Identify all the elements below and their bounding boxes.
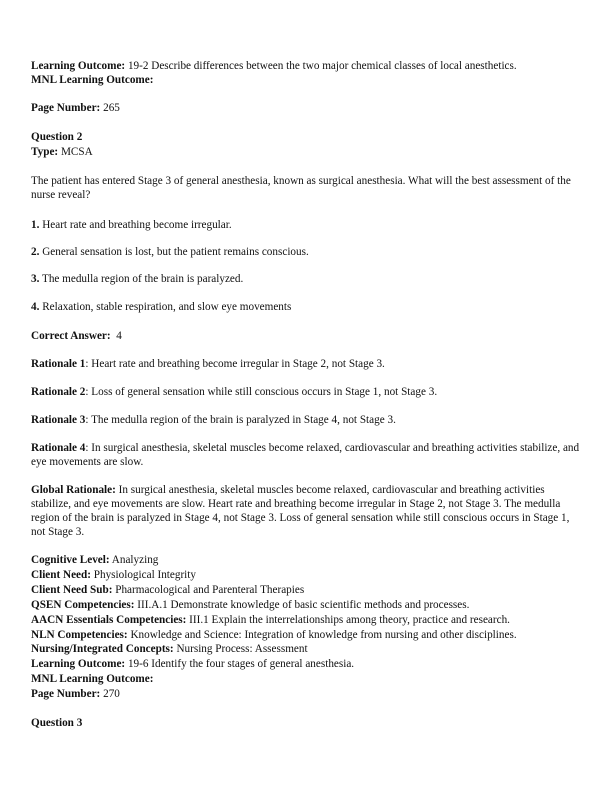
- page-number-line: [31, 101, 120, 115]
- rationale-3: Rationale 3: The medulla region of the brain is paralyzed in Stage 4, not Stage 3.: [31, 414, 396, 426]
- cognitive-level-line: Cognitive Level: Analyzing: [31, 554, 159, 566]
- mnl-learning-outcome-2-line: MNL Learning Outcome:: [31, 673, 154, 685]
- global-rationale: [31, 483, 583, 539]
- correct-answer-label: Correct Answer:: [31, 330, 111, 342]
- rationale-1: Rationale 1: Heart rate and breathing become irregular in Stage 2, not Stage 3.: [31, 358, 385, 370]
- option-2: 2. General sensation is lost, but the patient remains conscious.: [31, 246, 309, 258]
- correct-answer-value: 4: [110, 330, 122, 342]
- option-4: 4. Relaxation, stable respiration, and slow eye movements: [31, 301, 292, 313]
- option-3: 3. The medulla region of the brain is paralyzed.: [31, 273, 244, 285]
- learning-outcome-line: [31, 59, 517, 73]
- qsen-competencies-line: QSEN Competencies: III.A.1 Demonstrate knowledge of basic scientific methods and processes.: [31, 599, 470, 611]
- correct-answer-line: [31, 329, 122, 343]
- global-rationale-label: Global Rationale:: [31, 484, 116, 496]
- question-type-value: MCSA: [58, 146, 93, 158]
- rationale-2: Rationale 2: Loss of general sensation while still conscious occurs in Stage 1, not Stage 3.: [31, 386, 438, 398]
- page-number-2-line: Page Number: 270: [31, 688, 120, 700]
- nursing-concepts-line: Nursing/Integrated Concepts: Nursing Process: Assessment: [31, 643, 308, 655]
- client-need-sub-line: Client Need Sub: Pharmacological and Parenteral Therapies: [31, 584, 305, 596]
- page-number-value: 265: [100, 102, 120, 114]
- question-type-label: Type:: [31, 146, 59, 158]
- mnl-learning-outcome-label: MNL Learning Outcome:: [31, 74, 154, 86]
- page-number-label: Page Number:: [31, 102, 101, 114]
- rationale-4: Rationale 4: In surgical anesthesia, skeletal muscles become relaxed, cardiovascular and breathing activities stabilize, and eye movements are slow.: [31, 442, 580, 468]
- option-1: 1. Heart rate and breathing become irregular.: [31, 219, 232, 231]
- learning-outcome-value: 19-2 Describe differences between the two major chemical classes of local anesthetics.: [125, 60, 517, 72]
- question-2-title: Question 2: [31, 131, 83, 143]
- learning-outcome-label: Learning Outcome:: [31, 60, 126, 72]
- learning-outcome-2-line: Learning Outcome: 19-6 Identify the four stages of general anesthesia.: [31, 658, 355, 670]
- question-type-line: [31, 145, 93, 159]
- question-3-title: Question 3: [31, 717, 83, 729]
- mnl-learning-outcome-line: [31, 73, 153, 87]
- global-rationale-text: In surgical anesthesia, skeletal muscles become relaxed, cardiovascular and breathing activities stabilize, and eye movements are slow. Heart rate and breathing become irregular in Stage 2, not Stage 3. The medulla region of the brain is paralyzed in Stage 4, not Stage 3. Loss of general sensation while still conscious occurs in Stage 1, not Stage 3.: [31, 484, 570, 538]
- nln-competencies-line: NLN Competencies: Knowledge and Science: Integration of knowledge from nursing and other disciplines.: [31, 629, 517, 641]
- question-stem: The patient has entered Stage 3 of general anesthesia, known as surgical anesthesia. What will the best assessment of the nurse reveal?: [31, 175, 571, 201]
- aacn-competencies-line: AACN Essentials Competencies: III.1 Explain the interrelationships among theory, practice and research.: [31, 614, 510, 626]
- client-need-line: Client Need: Physiological Integrity: [31, 569, 196, 581]
